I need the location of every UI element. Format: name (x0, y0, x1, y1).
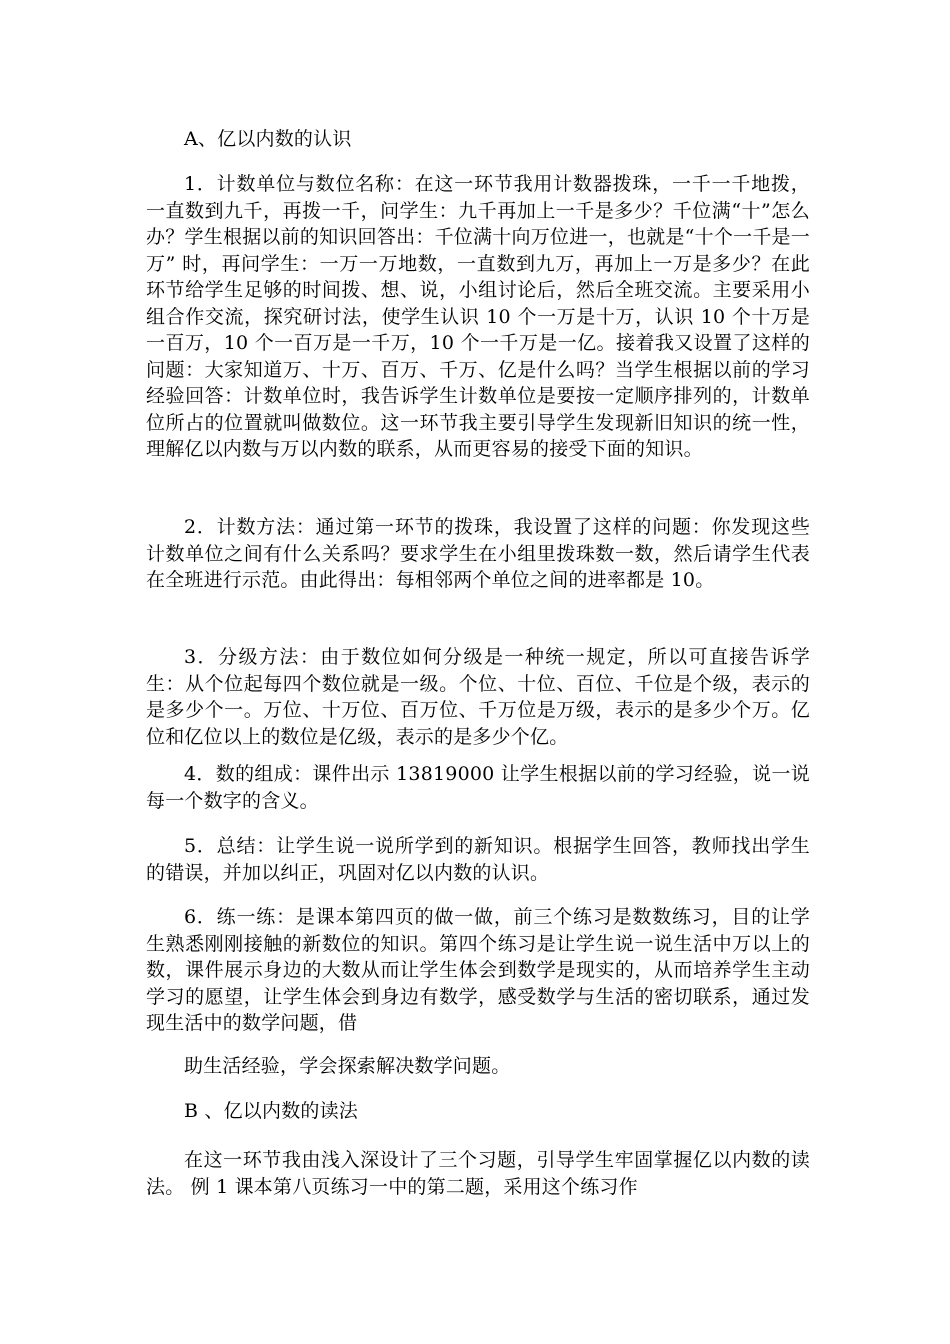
paragraph-number-composition: 4．数的组成：课件出示 13819000 让学生根据以前的学习经验，说一说每一个数字的含义。 (146, 763, 810, 812)
paragraph-reading-method: 在这一环节我由浅入深设计了三个习题，引导学生牢固掌握亿以内数的读法。 例 1 课本第八页练习一中的第二题，采用这个练习作 (146, 1149, 810, 1198)
section-heading-a: A、亿以内数的认识 (184, 128, 352, 150)
paragraph-counting-units: 1．计数单位与数位名称：在这一环节我用计数器拨珠，一千一千地拨，一直数到九千，再拨一千，问学生：九千再加上一千是多少？千位满“十”怎么办？学生根据以前的知识回答出：千位满十向万位进一，也就是“十个一千是一万” 时，再问学生：一万一万地数，一直数到九万，再加上一万是多少？在此环节给学生足够的时间拨、想、说，小组讨论后，然后全班交流。主要采用小组合作交流，探究研讨法，使学生认识 10 个一万是十万，认识 10 个十万是一百万，10 个一百万是一千万，10 个一千万是一亿。接着我又设置了这样的问题：大家知道万、十万、百万、千万、亿是什么吗？当学生根据以前的学习经验回答：计数单位时，我告诉学生计数单位是要按一定顺序排列的，计数单位所占的位置就叫做数位。这一环节我主要引导学生发现新旧知识的统一性，理解亿以内数与万以内数的联系，从而更容易的接受下面的知识。 (146, 173, 810, 460)
paragraph-counting-method: 2．计数方法：通过第一环节的拨珠，我设置了这样的问题：你发现这些计数单位之间有什么关系吗？要求学生在小组里拨珠数一数，然后请学生代表在全班进行示范。由此得出：每相邻两个单位之间的进率都是 10。 (146, 516, 810, 591)
section-heading-b: B 、亿以内数的读法 (184, 1100, 359, 1122)
paragraph-grouping-method: 3．分级方法：由于数位如何分级是一种统一规定，所以可直接告诉学生：从个位起每四个数位就是一级。个位、十位、百位、千位是个级，表示的是多少个一。万位、十万位、百万位、千万位是万级，表示的是多少个万。亿位和亿位以上的数位是亿级，表示的是多少个亿。 (146, 646, 810, 748)
paragraph-summary: 5．总结：让学生说一说所学到的新知识。根据学生回答，教师找出学生的错误，并加以纠正，巩固对亿以内数的认识。 (146, 835, 810, 884)
paragraph-practice-continued: 助生活经验，学会探索解决数学问题。 (184, 1055, 511, 1077)
paragraph-practice: 6．练一练：是课本第四页的做一做，前三个练习是数数练习，目的让学生熟悉刚刚接触的新数位的知识。第四个练习是让学生说一说生活中万以上的数，课件展示身边的大数从而让学生体会到数学是现实的，从而培养学生主动学习的愿望，让学生体会到身边有数学，感受数学与生活的密切联系，通过发现生活中的数学问题，借 (146, 906, 810, 1034)
